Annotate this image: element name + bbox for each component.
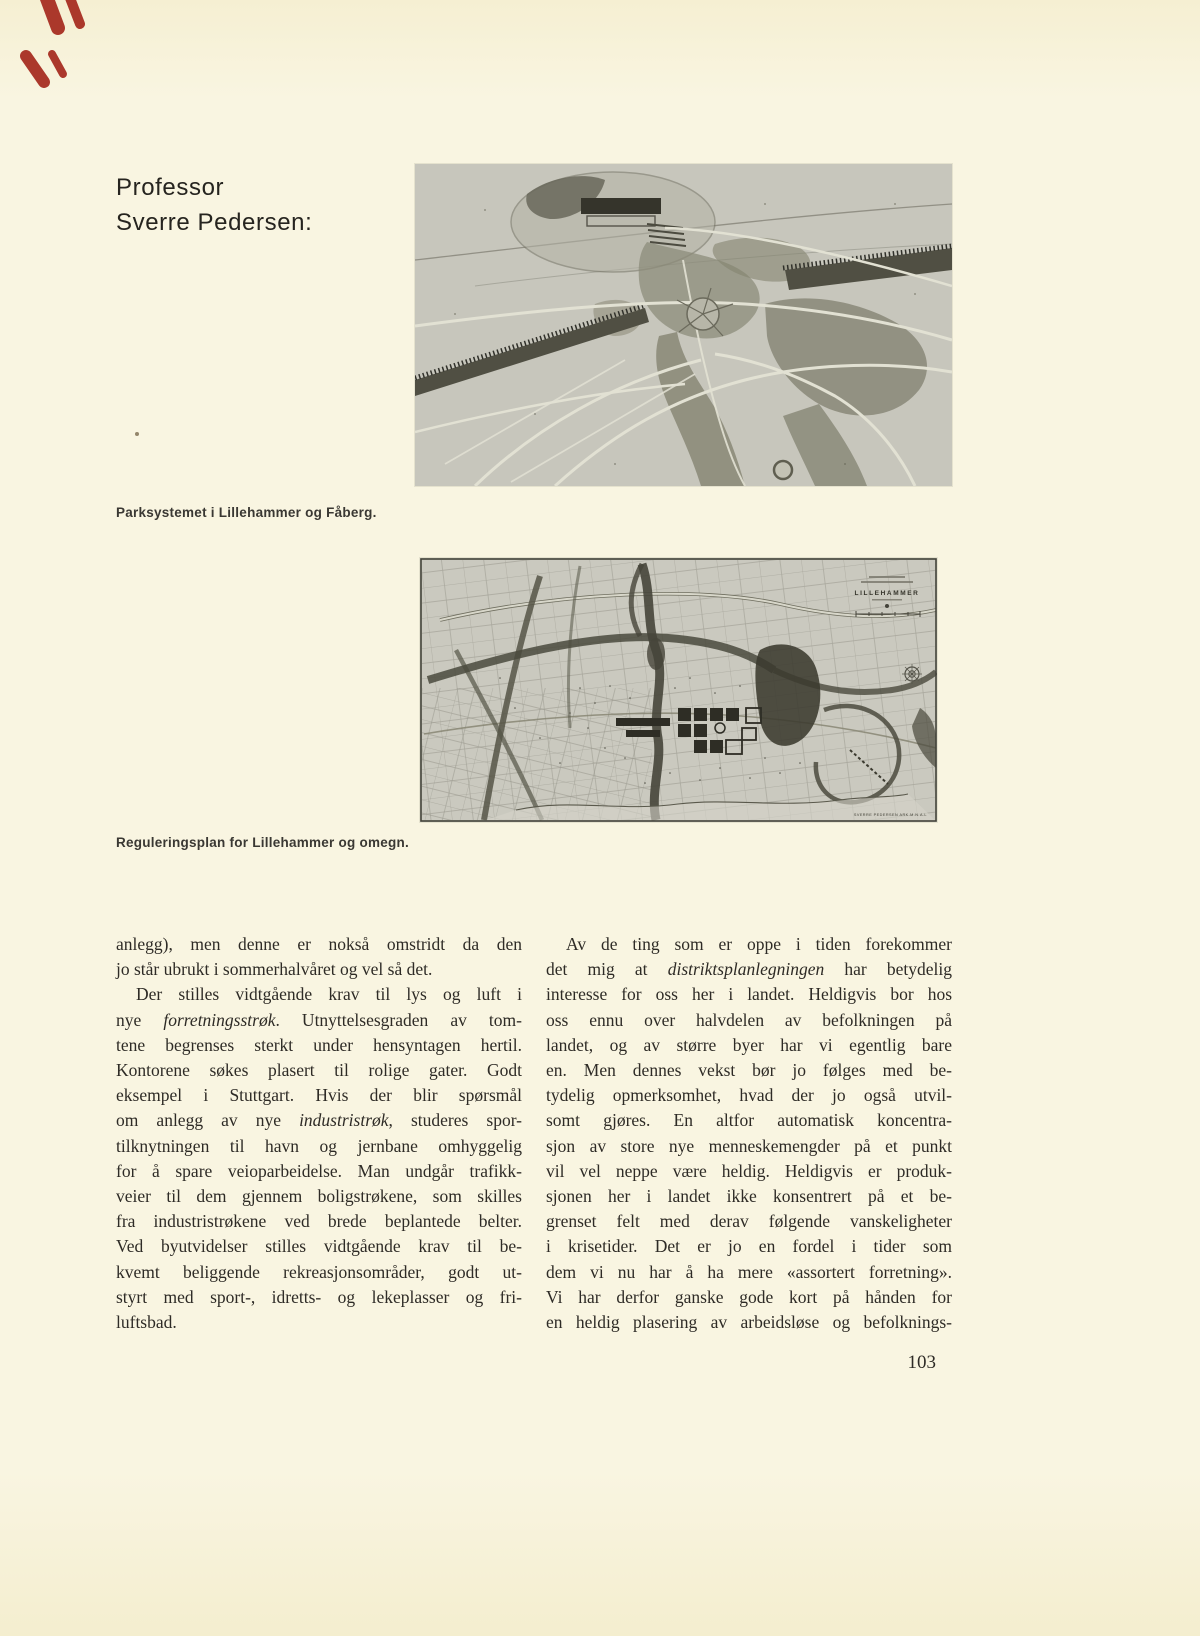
- text-line: nye forretningsstrøk. Utnyttelsesgraden av tom-: [116, 1009, 522, 1030]
- text-line: Der stilles vidtgående krav til lys og luft i: [136, 984, 522, 1005]
- right-column: [546, 932, 952, 1335]
- page-number: 103: [907, 1352, 936, 1373]
- figure-park-system: [415, 164, 952, 486]
- text-line: fra industristrøkene ved brede beplantede belter.: [116, 1211, 522, 1232]
- text-line: det mig at distriktsplanlegningen har betydelig: [546, 959, 953, 980]
- figure-caption-park-system: Parksystemet i Lillehammer og Fåberg.: [116, 505, 377, 520]
- text-line: sjon av store nye menneskemengder på et punkt: [546, 1135, 952, 1156]
- text-line: tene begrenses sterkt under hensyntagen hertil.: [116, 1034, 522, 1055]
- author-heading-line1: Professor: [116, 174, 225, 201]
- text-line: tilknytningen til havn og jernbane omhyggelig: [116, 1135, 522, 1156]
- text-line: anlegg), men denne er nokså omstridt da den: [116, 934, 522, 954]
- author-heading-line2: Sverre Pedersen:: [116, 209, 313, 236]
- text-line: en. Men dennes vekst bør jo følges med be-: [546, 1060, 952, 1081]
- text-line: interesse for oss her i landet. Heldigvis bor hos: [546, 984, 952, 1005]
- text-line: Av de ting som er oppe i tiden forekommer: [566, 934, 952, 954]
- red-ink-marks: [0, 0, 160, 100]
- park-system-illustration: [415, 164, 952, 486]
- compass-rose-icon: [902, 664, 922, 684]
- text-line: eksempel i Stuttgart. Hvis der blir spørsmål: [116, 1085, 522, 1106]
- author-heading: [116, 170, 312, 240]
- text-line: oss ennu over halvdelen av befolkningen på: [546, 1009, 952, 1030]
- text-line: i krisetider. Det er jo en fordel i tider som: [546, 1236, 952, 1257]
- text-line: grenset felt med derav følgende vanskeligheter: [546, 1211, 952, 1232]
- text-line: kvemt beliggende rekreasjonsområder, godt ut-: [116, 1261, 522, 1282]
- map-title-label: LILLEHAMMER: [854, 590, 920, 597]
- text-line: en heldig plasering av arbeidsløse og befolknings-: [546, 1312, 952, 1333]
- park-pond: [774, 461, 792, 479]
- scan-speck: [135, 432, 139, 436]
- text-line: for å spare veioparbeidelse. Man undgår trafikk-: [116, 1160, 522, 1181]
- text-line: Kontorene søkes plasert til rolige gater. Godt: [116, 1060, 522, 1081]
- signature-label: SVERRE PEDERSEN ARK.M.N.A.L: [853, 813, 927, 817]
- text-line: sjonen her i landet ikke konsentrert på et be-: [546, 1186, 952, 1207]
- text-line: veier til dem gjennem boligstrøkene, som skilles: [116, 1186, 522, 1207]
- text-line: dem vi nu har å ha mere «assortert forretning».: [546, 1261, 952, 1282]
- text-line: luftsbad.: [116, 1312, 177, 1333]
- text-line: landet, og av større byer har vi egentlig bare: [546, 1034, 952, 1055]
- text-line: jo står ubrukt i sommerhalvåret og vel så det.: [116, 959, 433, 980]
- text-line: om anlegg av nye industristrøk, studeres spor-: [116, 1110, 522, 1131]
- street-grid-lower: [422, 688, 652, 820]
- figure-regulation-plan: [420, 558, 937, 822]
- figure-caption-regulation-plan: Reguleringsplan for Lillehammer og omegn.: [116, 835, 410, 850]
- body-text: [116, 932, 952, 1335]
- text-line: vil vel neppe være heldig. Heldigvis er produk-: [546, 1160, 952, 1181]
- text-line: Vi har derfor ganske gode kort på hånden for: [546, 1286, 952, 1307]
- text-line: Ved byutvidelser stilles vidtgående krav til be-: [116, 1236, 522, 1257]
- text-line: tydelig opmerksomhet, hvad der jo også utvil-: [546, 1085, 952, 1106]
- text-line: styrt med sport-, idretts- og lekeplasser og fri-: [116, 1286, 522, 1307]
- text-line: somt gjøres. En altfor automatisk koncentra-: [546, 1110, 952, 1131]
- regulation-plan-map: [420, 558, 937, 822]
- left-column: [116, 932, 522, 1335]
